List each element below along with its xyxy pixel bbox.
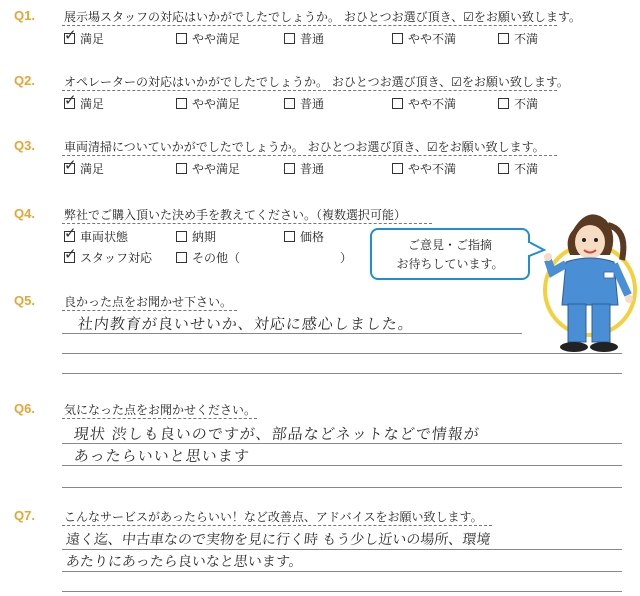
option-manzoku[interactable]: ✓ 満足 xyxy=(64,91,105,111)
option-manzoku[interactable]: ✓ 満足 xyxy=(64,26,105,46)
handwritten-answer-line-1: 現状 渋しも良いのですが、部品などネットなどで情報が xyxy=(73,425,481,443)
option-yaya-manzoku[interactable]: やや満足 xyxy=(176,30,240,47)
answer-line xyxy=(62,487,622,488)
option-futsuu[interactable]: 普通 xyxy=(284,95,324,112)
handwritten-answer-line-1: 遠く迄、中古車なので実物を見に行く時 もう少し近いの場所、環境 xyxy=(65,532,492,548)
check-icon: ✓ xyxy=(64,91,77,109)
option-sonota-close: ） xyxy=(340,251,353,265)
checkbox[interactable] xyxy=(392,98,403,109)
option-fuman[interactable]: 不満 xyxy=(498,30,538,47)
checkbox[interactable] xyxy=(64,91,77,109)
checkbox[interactable] xyxy=(284,163,295,174)
option-staff-taiou[interactable]: ✓ スタッフ対応 xyxy=(64,245,153,265)
speech-bubble xyxy=(370,228,530,280)
option-yaya-manzoku[interactable]: やや満足 xyxy=(176,95,240,112)
question-number: Q4. xyxy=(14,206,35,221)
checkbox[interactable] xyxy=(284,98,295,109)
question-number: Q1. xyxy=(14,8,35,23)
divider xyxy=(62,25,557,26)
question-number: Q3. xyxy=(14,138,35,153)
handwritten-answer-line-2: あったらいいと思います xyxy=(73,447,251,465)
option-yaya-fuman[interactable]: やや不満 xyxy=(392,95,456,112)
option-yaya-fuman[interactable]: やや不満 xyxy=(392,30,456,47)
question-text: 車両清掃についていかがでしたでしょうか。 おひとつお選び頂き、☑をお願い致します。 xyxy=(64,140,545,154)
bubble-line-2: お待ちしています。 xyxy=(396,257,504,271)
answer-line xyxy=(62,571,622,572)
check-icon: ✓ xyxy=(64,156,77,174)
checkbox[interactable] xyxy=(392,33,403,44)
answer-line xyxy=(62,549,622,550)
checkbox[interactable] xyxy=(176,98,187,109)
checkbox[interactable] xyxy=(64,224,77,242)
check-icon: ✓ xyxy=(64,26,77,44)
checkbox[interactable] xyxy=(64,26,77,44)
divider xyxy=(62,418,257,419)
checkbox[interactable] xyxy=(284,33,295,44)
divider xyxy=(62,90,557,91)
question-number: Q2. xyxy=(14,73,35,88)
divider xyxy=(62,155,557,156)
option-kakaku[interactable]: 価格 xyxy=(284,228,324,245)
checkbox[interactable] xyxy=(64,156,77,174)
divider xyxy=(62,525,492,526)
checkbox[interactable] xyxy=(498,33,509,44)
option-futsuu[interactable]: 普通 xyxy=(284,160,324,177)
question-text: 弊社でご購入頂いた決め手を教えてください。（複数選択可能） xyxy=(64,208,407,222)
check-icon: ✓ xyxy=(64,245,77,263)
checkbox[interactable] xyxy=(284,231,295,242)
question-number: Q6. xyxy=(14,401,35,416)
question-text: こんなサービスがあったらいい！など改善点、アドバイスをお願い致します。 xyxy=(64,510,483,524)
checkbox[interactable] xyxy=(392,163,403,174)
divider xyxy=(62,223,432,224)
checkbox[interactable] xyxy=(176,252,187,263)
option-futsuu[interactable]: 普通 xyxy=(284,30,324,47)
answer-line xyxy=(62,333,522,334)
option-manzoku[interactable]: ✓ 満足 xyxy=(64,156,105,176)
answer-line xyxy=(62,591,622,592)
handwritten-answer: 社内教育が良いせいか、対応に感心しました。 xyxy=(77,315,415,333)
answer-line xyxy=(62,373,622,374)
answer-line xyxy=(62,353,622,354)
option-yaya-fuman[interactable]: やや不満 xyxy=(392,160,456,177)
option-sonota[interactable]: その他（ xyxy=(176,249,240,266)
bubble-line-1: ご意見・ご指摘 xyxy=(407,238,492,252)
question-number: Q5. xyxy=(14,293,35,308)
checkbox[interactable] xyxy=(498,98,509,109)
checkbox[interactable] xyxy=(498,163,509,174)
answer-line xyxy=(62,443,622,444)
option-yaya-manzoku[interactable]: やや満足 xyxy=(176,160,240,177)
option-sharyou-joutai[interactable]: ✓ 車両状態 xyxy=(64,224,129,244)
checkbox[interactable] xyxy=(176,33,187,44)
answer-line xyxy=(62,465,622,466)
question-text: オペレーターの対応はいかがでしたでしょうか。 おひとつお選び頂き、☑をお願い致します。 xyxy=(64,75,569,89)
question-text: 展示場スタッフの対応はいかがでしたでしょうか。 おひとつお選び頂き、☑をお願い致します。 xyxy=(64,10,581,24)
divider xyxy=(62,310,237,311)
option-fuman[interactable]: 不満 xyxy=(498,160,538,177)
question-number: Q7. xyxy=(14,508,35,523)
check-icon: ✓ xyxy=(64,224,77,242)
question-text: 気になった点をお聞かせください。 xyxy=(64,403,257,417)
checkbox[interactable] xyxy=(176,163,187,174)
mascot-staff-icon xyxy=(538,200,638,360)
option-nouki[interactable]: 納期 xyxy=(176,228,216,245)
question-text: 良かった点をお聞かせ下さい。 xyxy=(64,295,233,309)
handwritten-answer-line-2: あたりにあったら良いなと思います。 xyxy=(65,554,304,570)
checkbox[interactable] xyxy=(176,231,187,242)
checkbox[interactable] xyxy=(64,245,77,263)
option-fuman[interactable]: 不満 xyxy=(498,95,538,112)
